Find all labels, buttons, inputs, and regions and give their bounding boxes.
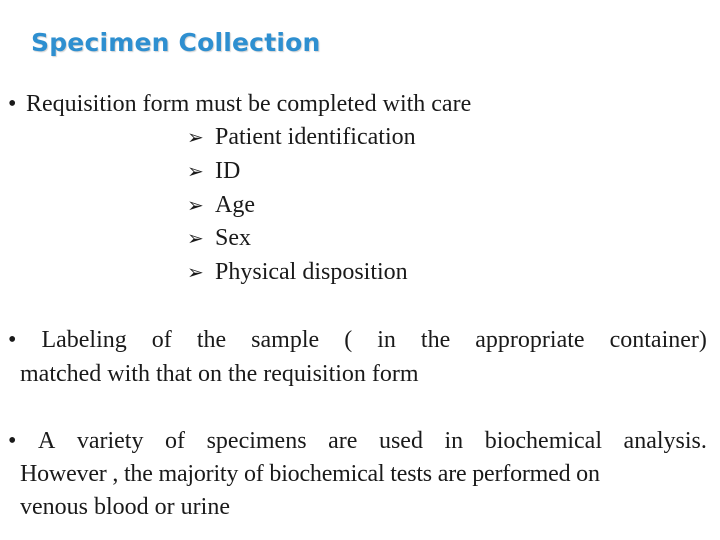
word: Labeling (41, 327, 127, 353)
word: of (151, 327, 172, 353)
word: container) (609, 327, 707, 353)
arrow-bullet-icon: ➢ (187, 260, 204, 284)
sub-item-age (187, 189, 255, 221)
word: in (377, 327, 396, 353)
word: used (378, 428, 423, 454)
arrow-bullet-icon: ➢ (187, 125, 204, 149)
sub-item-physical-disposition (187, 256, 408, 288)
sub-item-id (187, 155, 240, 187)
bullet-requisition (8, 88, 471, 120)
word: sample (251, 327, 320, 353)
word: are (328, 428, 358, 454)
bullet-text: Requisition form must be completed with care (26, 91, 472, 117)
sub-item-sex (187, 222, 251, 254)
bullet-labeling-line2: matched with that on the requisition form (20, 361, 419, 387)
word: of (165, 428, 186, 454)
word: variety (76, 428, 144, 454)
word: A (37, 428, 56, 454)
word: biochemical (484, 428, 602, 454)
sub-item-text: Patient identification (215, 124, 416, 150)
bullet-variety-line3: venous blood or urine (20, 494, 230, 520)
arrow-bullet-icon: ➢ (187, 159, 204, 183)
bullet-labeling-line1 (8, 324, 707, 356)
word: specimens (206, 428, 307, 454)
word: ( (344, 327, 353, 353)
sub-item-text: ID (215, 158, 241, 184)
bullet-variety-line1 (8, 425, 707, 457)
sub-item-text: Age (215, 192, 255, 218)
sub-item-text: Physical disposition (215, 259, 408, 285)
word: the (420, 327, 451, 353)
word: analysis. (623, 428, 707, 454)
bullet-icon: • (8, 327, 17, 353)
sub-item-patient-identification (187, 121, 416, 153)
arrow-bullet-icon: ➢ (187, 226, 204, 250)
bullet-variety-line2: However , the majority of biochemical tests are performed on (20, 461, 600, 487)
bullet-icon: • (8, 91, 17, 117)
slide-title: Specimen Collection (31, 28, 321, 57)
arrow-bullet-icon: ➢ (187, 193, 204, 217)
bullet-icon: • (8, 428, 17, 454)
word: in (444, 428, 464, 454)
word: the (196, 327, 227, 353)
sub-item-text: Sex (215, 225, 251, 251)
word: appropriate (475, 327, 585, 353)
